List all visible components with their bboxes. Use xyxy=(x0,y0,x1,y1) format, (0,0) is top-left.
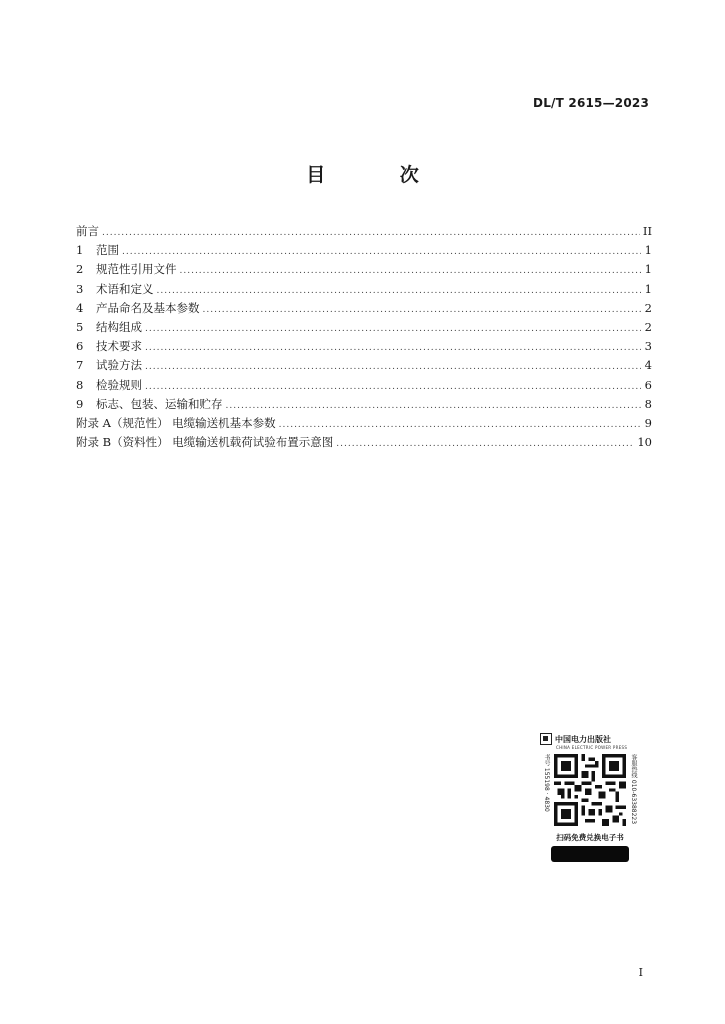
toc-leader-dots xyxy=(122,243,641,262)
toc-leader-dots xyxy=(203,301,642,320)
toc-leader-dots xyxy=(180,262,642,281)
toc-entry[interactable] xyxy=(76,337,652,356)
toc-entry-title: 附录 B（资料性） 电缆输送机载荷试验布置示意图 xyxy=(76,435,334,450)
toc-entry[interactable] xyxy=(76,222,652,241)
toc-leader-dots xyxy=(145,358,641,377)
toc-entry[interactable] xyxy=(76,356,652,375)
toc-entry-number: 8 xyxy=(76,377,84,392)
toc-leader-dots xyxy=(145,339,641,358)
toc-entry-title: 检验规则 xyxy=(96,377,142,392)
qr-area xyxy=(540,754,640,830)
toc-entry-number: 2 xyxy=(76,262,84,277)
toc-entry[interactable] xyxy=(76,318,652,337)
toc-entry-title: 技术要求 xyxy=(96,339,142,354)
toc-entry-page: II xyxy=(642,224,652,238)
toc-entry-page: 10 xyxy=(637,435,652,450)
toc-leader-dots xyxy=(102,224,640,243)
toc-entry-page: 2 xyxy=(644,319,652,334)
toc-entry-number: 1 xyxy=(76,243,84,258)
toc-entry-number: 9 xyxy=(76,396,84,411)
qr-code-icon[interactable] xyxy=(554,754,626,826)
toc-entry-title: 前言 xyxy=(76,224,99,238)
table-of-contents xyxy=(76,222,652,452)
qr-caption: 扫码免费兑换电子书 xyxy=(556,833,624,842)
publisher-logo-icon xyxy=(540,733,552,745)
toc-entry-title: 产品命名及基本参数 xyxy=(96,300,200,315)
toc-entry-page: 6 xyxy=(644,377,652,392)
toc-entry[interactable] xyxy=(76,260,652,279)
book-number: 书号 155198 · 4830 xyxy=(543,754,550,812)
toc-entry-title: 术语和定义 xyxy=(96,281,154,296)
toc-entry-title: 附录 A（规范性） 电缆输送机基本参数 xyxy=(76,415,276,430)
qr-sticker xyxy=(540,733,640,868)
toc-entry-number: 7 xyxy=(76,358,84,373)
toc-entry-page: 3 xyxy=(644,339,652,354)
toc-entry-number: 5 xyxy=(76,319,84,334)
toc-entry-page: 9 xyxy=(644,415,652,430)
toc-entry-title: 标志、包装、运输和贮存 xyxy=(96,396,223,411)
toc-entry[interactable] xyxy=(76,414,652,433)
toc-entry-title: 规范性引用文件 xyxy=(96,262,177,277)
toc-entry-title: 试验方法 xyxy=(96,358,142,373)
toc-entry[interactable] xyxy=(76,395,652,414)
toc-entry-page: 8 xyxy=(644,396,652,411)
page-number: I xyxy=(638,966,643,979)
toc-entry[interactable] xyxy=(76,241,652,260)
toc-entry-number: 3 xyxy=(76,281,84,296)
toc-entry[interactable] xyxy=(76,280,652,299)
toc-entry-number: 6 xyxy=(76,339,84,354)
toc-leader-dots xyxy=(145,320,641,339)
toc-entry[interactable] xyxy=(76,433,652,452)
page-title: 目 次 xyxy=(306,164,453,186)
toc-entry-page: 4 xyxy=(644,358,652,373)
toc-entry-title: 结构组成 xyxy=(96,319,142,334)
toc-entry-page: 2 xyxy=(644,300,652,315)
publisher-name: 中国电力出版社 xyxy=(555,733,611,744)
toc-entry-page: 1 xyxy=(644,281,652,296)
toc-entry-number: 4 xyxy=(76,300,84,315)
standard-code: DL/T 2615—2023 xyxy=(533,96,649,110)
toc-entry[interactable] xyxy=(76,376,652,395)
toc-leader-dots xyxy=(226,397,642,416)
publisher-name-english: CHINA ELECTRIC POWER PRESS xyxy=(556,745,628,750)
service-hotline: 客服热线 010-63388223 xyxy=(630,754,637,825)
toc-entry[interactable] xyxy=(76,299,652,318)
toc-leader-dots xyxy=(336,435,634,454)
toc-entry-page: 1 xyxy=(644,243,652,258)
toc-entry-page: 1 xyxy=(644,262,652,277)
publisher-header xyxy=(540,733,640,745)
toc-entry-title: 范围 xyxy=(96,243,119,258)
toc-leader-dots xyxy=(157,282,642,301)
redaction-bar xyxy=(551,846,629,862)
